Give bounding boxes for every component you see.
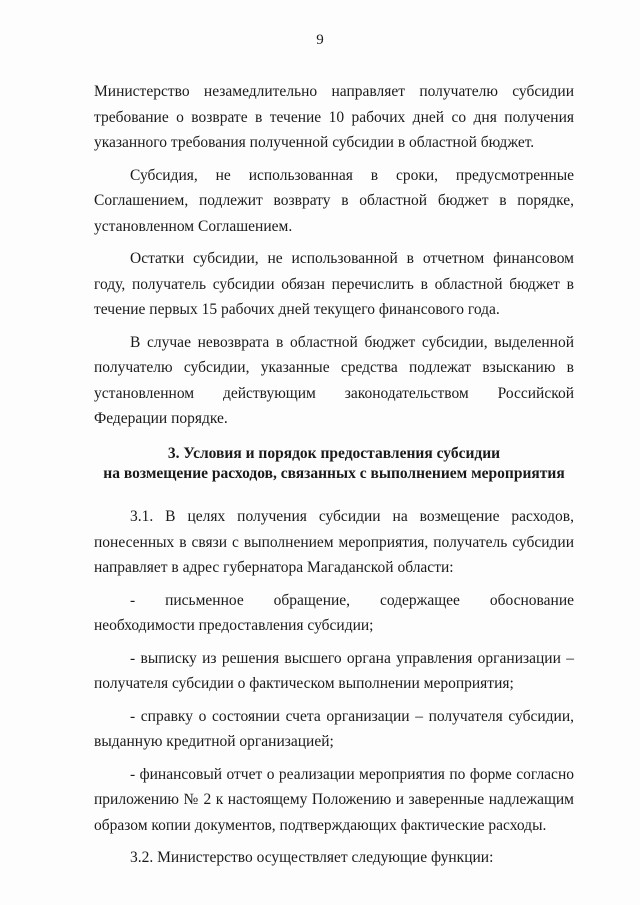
section-heading [94,444,574,484]
paragraph-3-1: 3.1. В целях получения субсидии на возмещение расходов, понесенных в связи с выполнением мероприятия, получатель субсидии направляет в адрес губернатора Магаданской области: [94,508,574,576]
list-item-account-statement: - справку о состоянии счета организации – получателя субсидии, выданную кредитной организацией; [94,707,574,750]
paragraph-unused-subsidy: Субсидия, не использованная в сроки, предусмотренные Соглашением, подлежит возврату в областной бюджет в порядке, установленном Соглашением. [94,166,574,235]
section-heading-line-2: на возмещение расходов, связанных с выполнением мероприятия [103,465,565,482]
list-item-written-request: - письменное обращение, содержащее обоснование необходимости предоставления субсидии; [94,591,574,634]
paragraph-repayment-demand: Министерство незамедлительно направляет получателю субсидии требование о возврате в течение 10 рабочих дней со дня получения указанного требования полученной субсидии в областной бюджет. [94,83,574,151]
paragraph-3-2: 3.2. Министерство осуществляет следующие функции: [130,849,494,866]
top-text-block [94,79,574,432]
paragraph-non-return: В случае невозврата в областной бюджет субсидии, выделенной получателю субсидии, указанные средства подлежат взысканию в установленном действующим законодательством Российской Федерации порядке. [94,333,574,427]
list-item-decision-extract: - выписку из решения высшего органа управления организации – получателя субсидии о фактическом выполнении мероприятия; [94,649,574,692]
paragraph-subsidy-balance: Остатки субсидии, не использованной в отчетном финансовом году, получатель субсидии обязан перечислить в областной бюджет в течение первых 15 рабочих дней текущего финансового года. [94,250,574,318]
list-item-financial-report: - финансовый отчет о реализации мероприятия по форме согласно приложению № 2 к настоящему Положению и заверенные надлежащим образом копии документов, подтверждающих фактические расходы. [94,765,574,834]
page-number: 9 [316,32,324,48]
section-text-block [94,504,574,871]
section-heading-line-1: 3. Условия и порядок предоставления субсидии [167,445,501,462]
